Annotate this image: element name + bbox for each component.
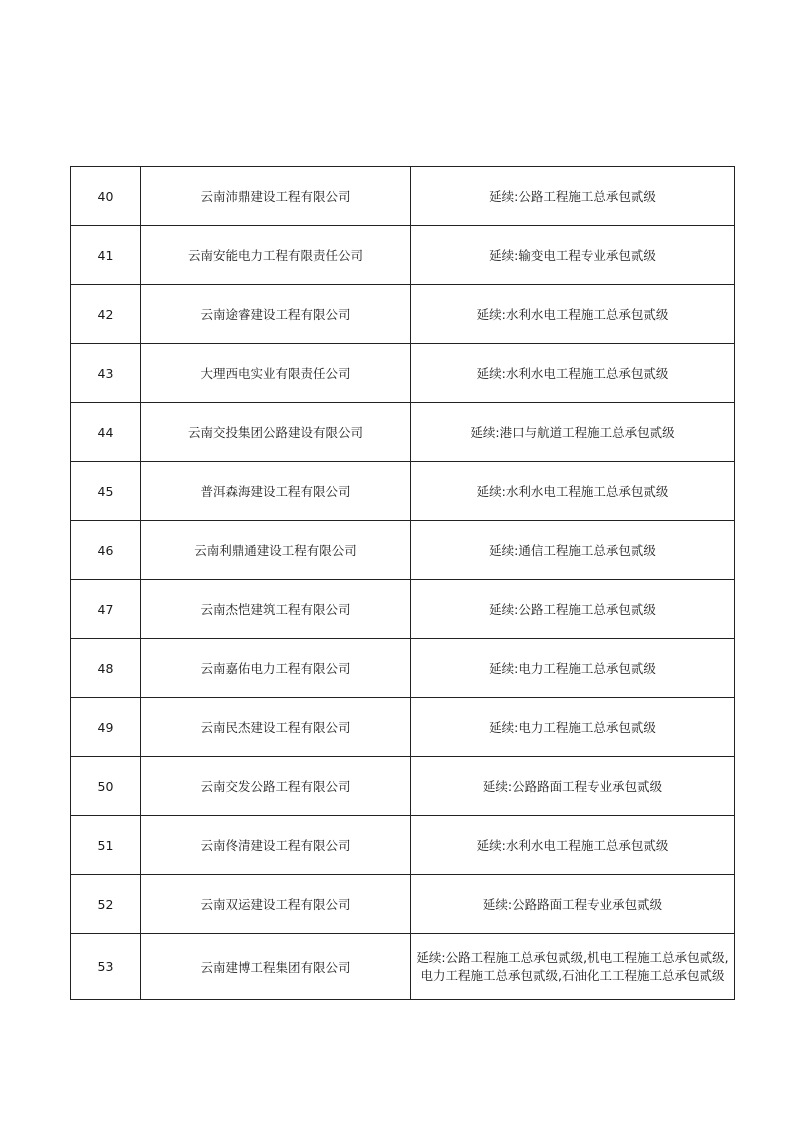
row-number: 46	[71, 521, 141, 580]
approval-item: 延续:公路工程施工总承包贰级	[411, 167, 735, 226]
company-name: 云南交发公路工程有限公司	[141, 757, 411, 816]
approval-item: 延续:通信工程施工总承包贰级	[411, 521, 735, 580]
approval-item: 延续:水利水电工程施工总承包贰级	[411, 344, 735, 403]
company-name: 云南嘉佑电力工程有限公司	[141, 639, 411, 698]
table-row	[71, 757, 735, 816]
approval-item: 延续:公路路面工程专业承包贰级	[411, 757, 735, 816]
company-name: 云南沛鼎建设工程有限公司	[141, 167, 411, 226]
approval-item: 延续:港口与航道工程施工总承包贰级	[411, 403, 735, 462]
row-number: 51	[71, 816, 141, 875]
approval-item: 延续:水利水电工程施工总承包贰级	[411, 462, 735, 521]
approval-item: 延续:水利水电工程施工总承包贰级	[411, 285, 735, 344]
table-row	[71, 167, 735, 226]
approval-item: 延续:水利水电工程施工总承包贰级	[411, 816, 735, 875]
row-number: 47	[71, 580, 141, 639]
table-row	[71, 698, 735, 757]
row-number: 41	[71, 226, 141, 285]
company-name: 云南建博工程集团有限公司	[141, 934, 411, 1000]
company-name: 云南交投集团公路建设有限公司	[141, 403, 411, 462]
qualification-table	[70, 166, 735, 1000]
row-number: 48	[71, 639, 141, 698]
table-row	[71, 934, 735, 1000]
company-name: 云南安能电力工程有限责任公司	[141, 226, 411, 285]
approval-item: 延续:电力工程施工总承包贰级	[411, 639, 735, 698]
table-row	[71, 226, 735, 285]
table-row	[71, 816, 735, 875]
company-name: 云南杰恺建筑工程有限公司	[141, 580, 411, 639]
row-number: 50	[71, 757, 141, 816]
company-name: 普洱森海建设工程有限公司	[141, 462, 411, 521]
row-number: 45	[71, 462, 141, 521]
table-row	[71, 462, 735, 521]
approval-item: 延续:公路工程施工总承包贰级	[411, 580, 735, 639]
row-number: 52	[71, 875, 141, 934]
table-row	[71, 344, 735, 403]
table-row	[71, 403, 735, 462]
company-name: 大理西电实业有限责任公司	[141, 344, 411, 403]
company-name: 云南双运建设工程有限公司	[141, 875, 411, 934]
row-number: 44	[71, 403, 141, 462]
company-name: 云南途睿建设工程有限公司	[141, 285, 411, 344]
row-number: 42	[71, 285, 141, 344]
approval-item: 延续:公路路面工程专业承包贰级	[411, 875, 735, 934]
table-row	[71, 285, 735, 344]
table-row	[71, 639, 735, 698]
table-row	[71, 875, 735, 934]
company-name: 云南民杰建设工程有限公司	[141, 698, 411, 757]
company-name: 云南利鼎通建设工程有限公司	[141, 521, 411, 580]
table-row	[71, 580, 735, 639]
approval-item: 延续:输变电工程专业承包贰级	[411, 226, 735, 285]
approval-item: 延续:公路工程施工总承包贰级,机电工程施工总承包贰级,电力工程施工总承包贰级,石油化工工程施工总承包贰级	[411, 934, 735, 1000]
row-number: 43	[71, 344, 141, 403]
approval-item: 延续:电力工程施工总承包贰级	[411, 698, 735, 757]
row-number: 53	[71, 934, 141, 1000]
row-number: 40	[71, 167, 141, 226]
row-number: 49	[71, 698, 141, 757]
company-name: 云南佟清建设工程有限公司	[141, 816, 411, 875]
table-row	[71, 521, 735, 580]
